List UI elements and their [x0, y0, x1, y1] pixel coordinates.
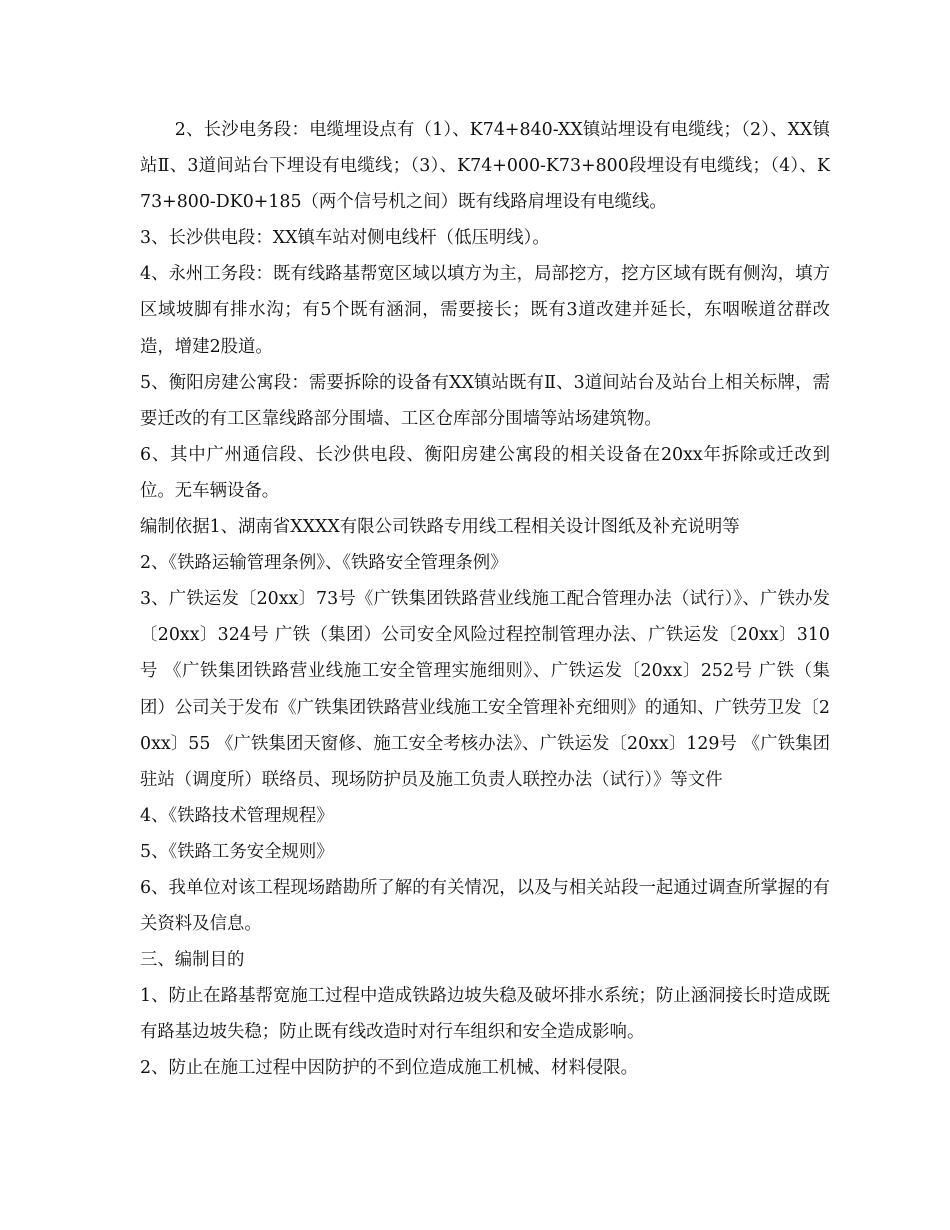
- paragraph-equipment-removal: 6、其中广州通信段、长沙供电段、衡阳房建公寓段的相关设备在20xx年拆除或迁改到位。无车辆设备。: [140, 444, 830, 501]
- paragraph-basis-6: 6、我单位对该工程现场踏勘所了解的有关情况，以及与相关站段一起通过调查所掌握的有关资料及信息。: [140, 877, 830, 935]
- paragraph-basis-3: 3、广铁运发〔20xx〕73号《广铁集团铁路营业线施工配合管理办法（试行）》、广铁办发〔20xx〕324号 广铁（集团）公司安全风险过程控制管理办法、广铁运发〔20xx〕310号 《广铁集团铁路营业线施工安全管理实施细则》、广铁运发〔20xx〕252号 广铁（集团）公司关于发布《广铁集团铁路营业线施工安全管理补充细则》的通知、广铁劳卫发〔20xx〕55 《广铁集团天窗修、施工安全考核办法》、广铁运发〔20xx〕129号 《广铁集团驻站（调度所）联络员、现场防护员及施工负责人联控办法（试行）》等文件: [140, 589, 830, 790]
- paragraph-housing-section: 5、衡阳房建公寓段：需要拆除的设备有XX镇站既有Ⅱ、3道间站台及站台上相关标牌，需要迁改的有工区靠线路部分围墙、工区仓库部分围墙等站场建筑物。: [140, 372, 830, 429]
- paragraph-basis-2: 2、《铁路运输管理条例》、《铁路安全管理条例》: [140, 553, 508, 574]
- paragraph-basis-5: 5、《铁路工务安全规则》: [140, 841, 334, 862]
- paragraph-power-supply-section: 3、长沙供电段：XX镇车站对侧电线杆（低压明线）。: [140, 228, 550, 249]
- paragraph-electric-section: 2、长沙电务段：电缆埋设点有（1）、K74+840-XX镇站埋设有电缆线；（2）、XX镇站Ⅱ、3道间站台下埋设有电缆线；（3）、K74+000-K73+800段埋设有电缆线；（4）、K73+800-DK0+185（两个信号机之间）既有线路肩埋设有电缆线。: [140, 120, 830, 213]
- paragraph-basis-1: 编制依据1、湖南省XXXX有限公司铁路专用线工程相关设计图纸及补充说明等: [140, 517, 740, 538]
- paragraph-purpose-1: 1、防止在路基帮宽施工过程中造成铁路边坡失稳及破坏排水系统；防止涵洞接长时造成既有路基边坡失稳；防止既有线改造时对行车组织和安全造成影响。: [140, 986, 830, 1043]
- document-body: [140, 112, 830, 1087]
- section-heading-purpose: 三、编制目的: [140, 950, 245, 971]
- paragraph-purpose-2: 2、防止在施工过程中因防护的不到位造成施工机械、材料侵限。: [140, 1058, 639, 1079]
- paragraph-basis-4: 4、《铁路技术管理规程》: [140, 805, 334, 826]
- paragraph-track-maintenance-section: 4、永州工务段：既有线路基帮宽区域以填方为主，局部挖方，挖方区域有既有侧沟，填方区域坡脚有排水沟；有5个既有涵洞，需要接长；既有3道改建并延长，东咽喉道岔群改造，增建2股道。: [140, 264, 830, 357]
